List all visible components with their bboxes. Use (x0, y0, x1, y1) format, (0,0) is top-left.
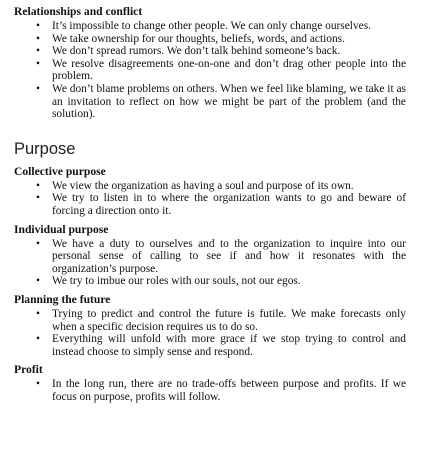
list-item-text: Trying to predict and control the future is futile. We make forecasts only when a specific decision requires us to do so. (52, 307, 406, 333)
list-item-text: In the long run, there are no trade-offs between purpose and profits. If we focus on purpose, profits will follow. (52, 378, 406, 403)
profit-list (14, 378, 406, 403)
individual-purpose-section (14, 222, 406, 288)
relationships-list (14, 20, 406, 121)
collective-purpose-section (14, 164, 406, 218)
section-title-purpose: Purpose (14, 139, 76, 158)
individual-purpose-list (14, 238, 406, 288)
document-page (14, 4, 406, 407)
individual-purpose-heading: Individual purpose (14, 222, 109, 236)
bullet-icon: • (36, 307, 40, 320)
bullet-icon: • (36, 275, 40, 288)
relationships-heading: Relationships and conflict (14, 5, 143, 18)
list-item-text: We try to imbue our roles with our souls, not our egos. (52, 275, 301, 288)
bullet-icon: • (36, 82, 40, 95)
list-item-text: We don’t blame problems on others. When we feel like blaming, we take it as an invitation to reflect on how we might be part of the problem (and the solution). (52, 82, 406, 121)
collective-purpose-heading: Collective purpose (14, 164, 106, 178)
list-item (14, 58, 406, 83)
list-item (14, 275, 406, 288)
collective-purpose-list (14, 180, 406, 218)
list-item-text: We take ownership for our thoughts, beliefs, words, and actions. (52, 32, 345, 45)
list-item (14, 333, 406, 358)
bullet-icon: • (36, 57, 40, 70)
list-item-text: We don’t spread rumors. We don’t talk behind someone’s back. (52, 45, 341, 58)
bullet-icon: • (36, 192, 40, 205)
list-item (14, 238, 406, 276)
bullet-icon: • (36, 333, 40, 346)
bullet-icon: • (36, 20, 40, 32)
relationships-section (14, 4, 406, 121)
list-item-text: It’s impossible to change other people. We can only change ourselves. (52, 20, 371, 32)
list-item-text: We view the organization as having a soul and purpose of its own. (52, 179, 354, 192)
bullet-icon: • (36, 32, 40, 45)
list-item (14, 180, 406, 193)
bullet-icon: • (36, 237, 40, 250)
list-item (14, 33, 406, 46)
planning-future-list (14, 308, 406, 358)
bullet-icon: • (36, 378, 40, 391)
profit-section (14, 362, 406, 403)
bullet-icon: • (36, 179, 40, 192)
list-item (14, 378, 406, 403)
list-item-text: Everything will unfold with more grace if we stop trying to control and instead choose to simply sense and respond. (52, 333, 406, 358)
planning-future-heading: Planning the future (14, 292, 111, 306)
list-item (14, 308, 406, 333)
list-item-text: We have a duty to ourselves and to the organization to inquire into our personal sense of calling to see if and how it resonates with the organization’s purpose. (52, 237, 406, 275)
list-item (14, 45, 406, 58)
bullet-icon: • (36, 45, 40, 58)
list-item-text: We resolve disagreements one-on-one and don’t drag other people into the problem. (52, 57, 406, 83)
profit-heading: Profit (14, 363, 43, 377)
planning-future-section (14, 292, 406, 358)
list-item (14, 83, 406, 121)
list-item (14, 20, 406, 33)
list-item (14, 192, 406, 217)
list-item-text: We try to listen in to where the organization wants to go and beware of forcing a direction onto it. (52, 192, 406, 217)
